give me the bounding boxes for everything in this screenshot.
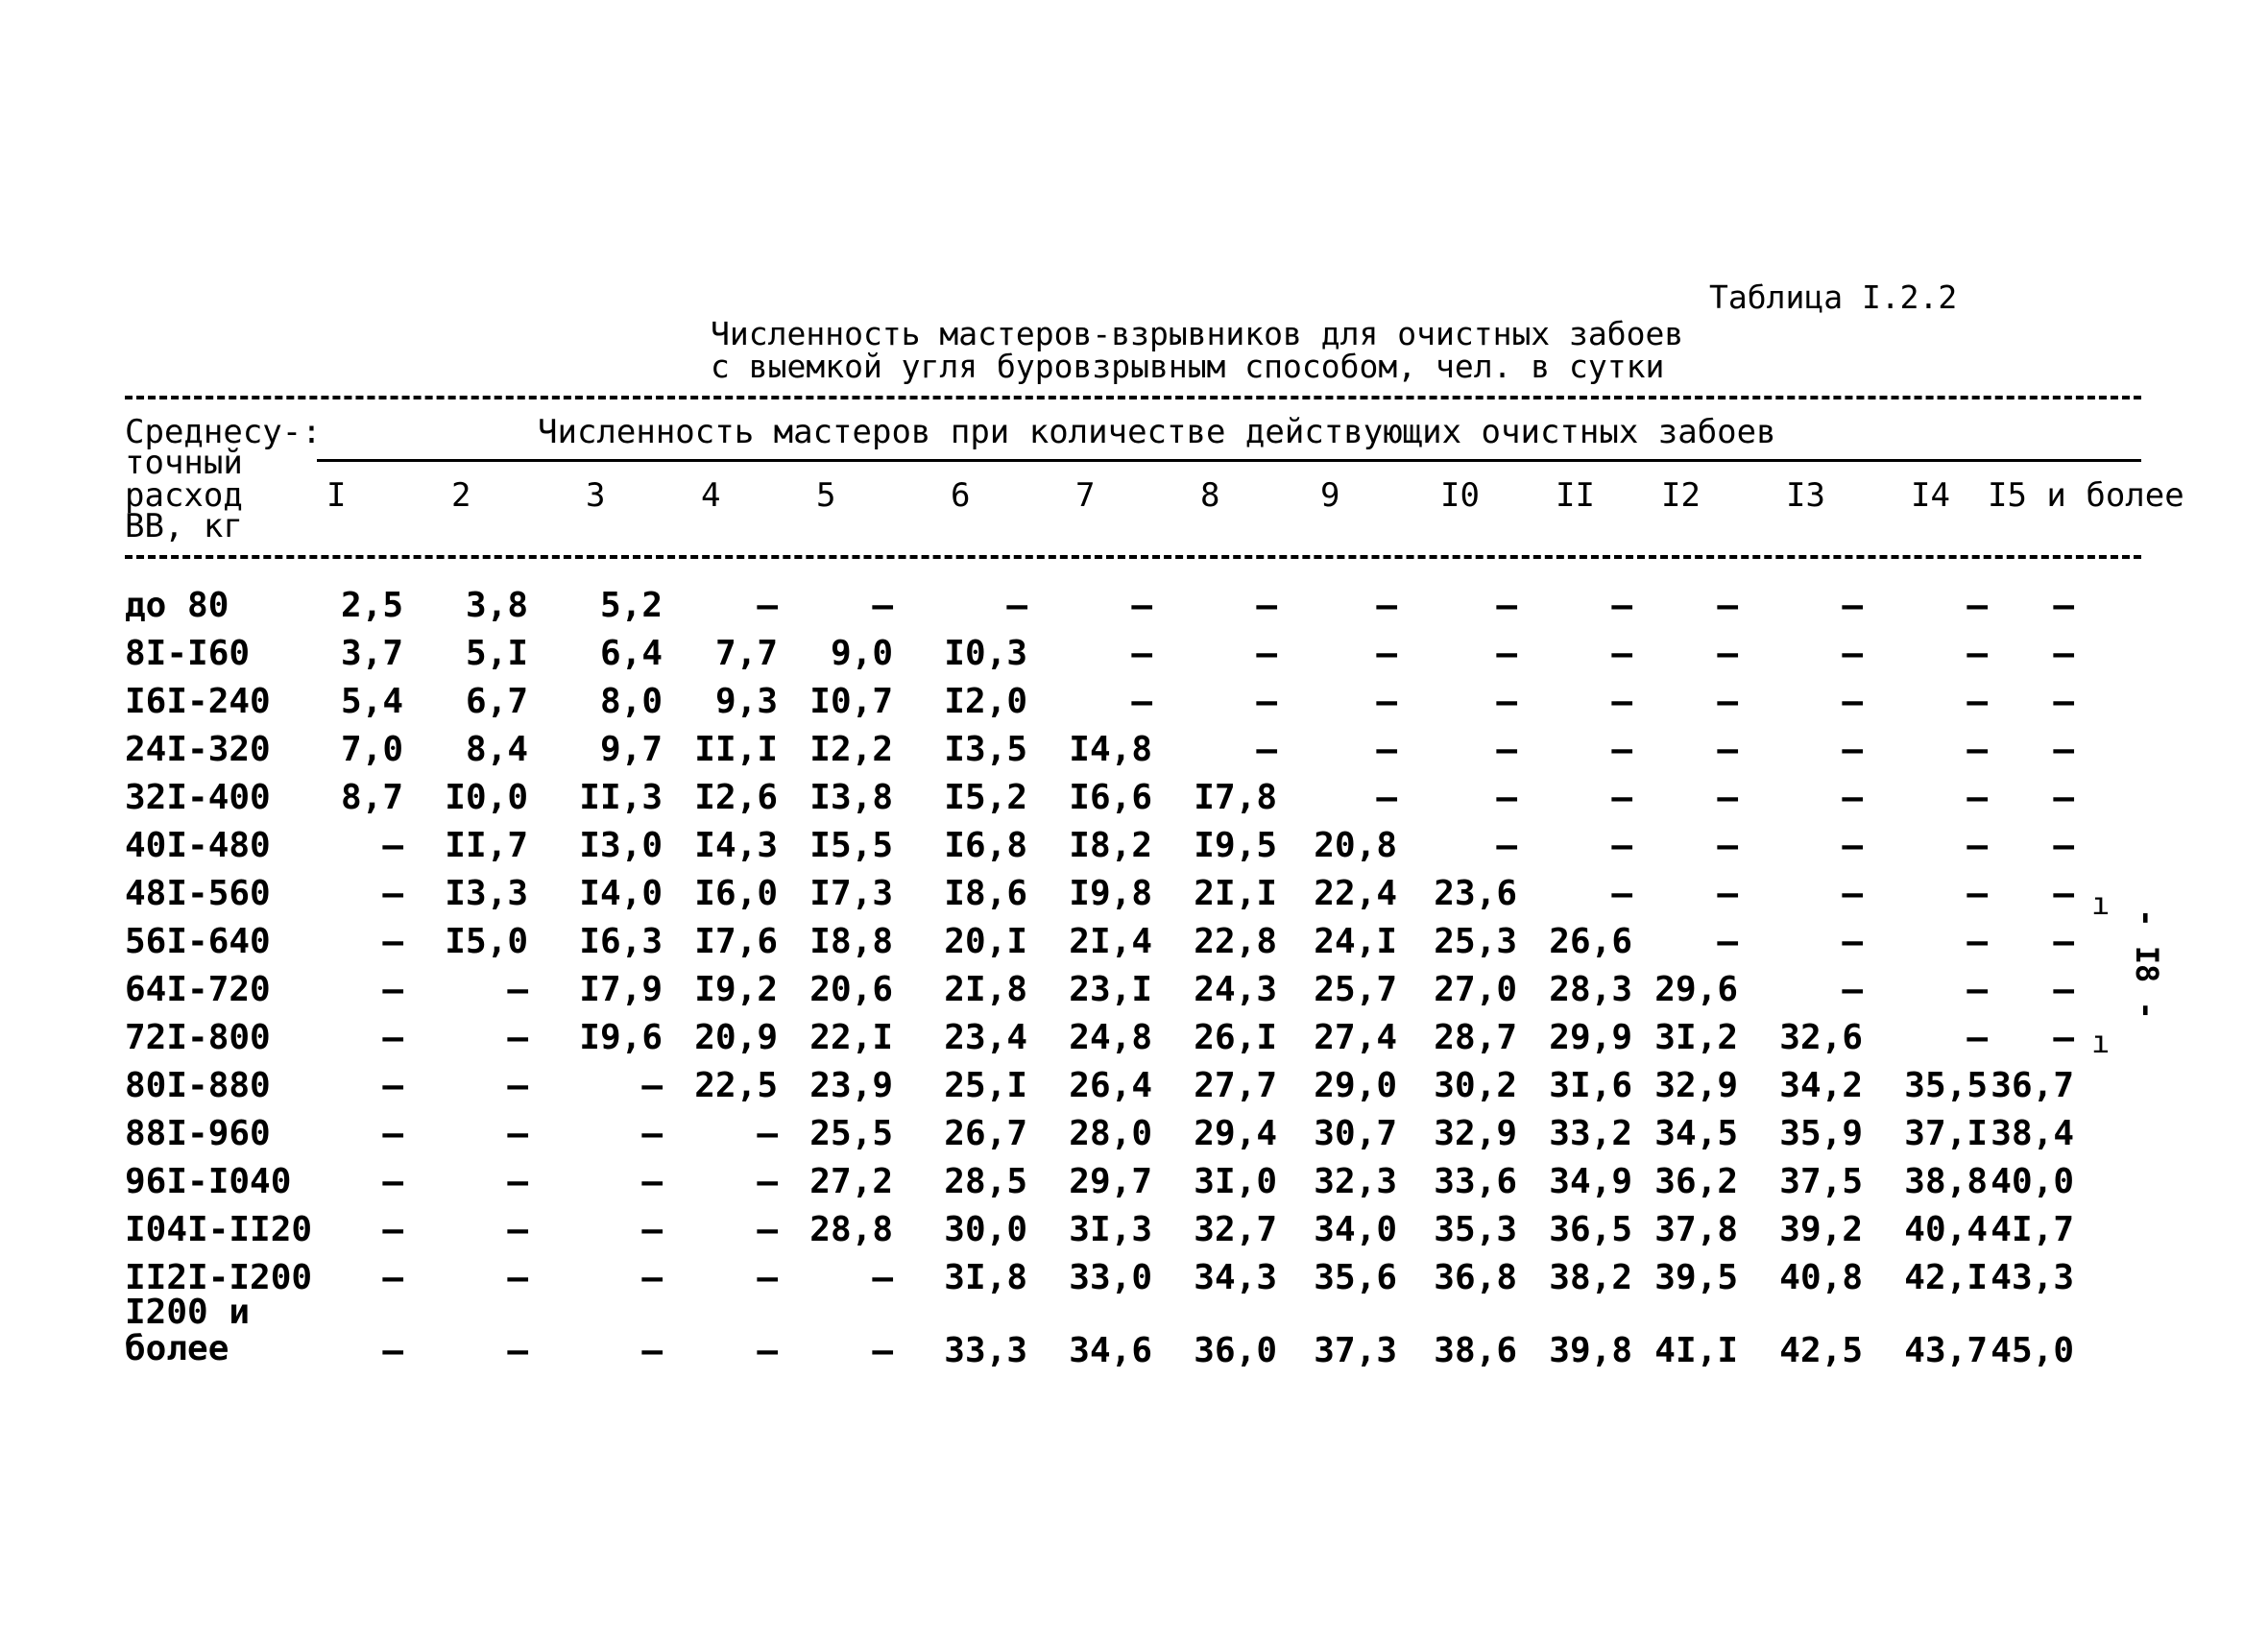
row-label: I200 и более [125, 1293, 251, 1368]
table-cell: 35,6 [1314, 1258, 1397, 1297]
table-cell: I6,0 [694, 874, 778, 913]
table-cell: I3,3 [445, 874, 528, 913]
table-cell: – [382, 826, 403, 865]
table-cell: – [1131, 634, 1152, 673]
table-cell: 3,7 [340, 634, 403, 673]
row-header-line-4: ВВ, кг [125, 507, 243, 545]
row-header-line-3: расход [125, 476, 243, 515]
column-header-7: 7 [1075, 476, 1096, 515]
table-cell: 30,0 [944, 1210, 1027, 1249]
table-cell: I8,2 [1069, 826, 1152, 865]
table-cell: I8,6 [944, 874, 1027, 913]
table-cell: 20,9 [694, 1018, 778, 1057]
table-cell: – [2053, 970, 2074, 1009]
table-cell: I6,3 [579, 922, 663, 961]
table-cell: 24,8 [1069, 1018, 1152, 1057]
page-number-dash-bottom: ı [2091, 1024, 2111, 1060]
table-cell: – [872, 1331, 893, 1370]
table-cell: 33,2 [1549, 1114, 1632, 1153]
column-header-8: 8 [1200, 476, 1220, 515]
page-number: - I8 - [2128, 908, 2165, 1020]
row-label: 72I-800 [125, 1018, 271, 1057]
table-cell: – [1966, 586, 1988, 625]
table-cell: – [641, 1162, 663, 1201]
table-cell: – [641, 1210, 663, 1249]
table-cell: – [1376, 730, 1397, 769]
table-cell: I9,5 [1194, 826, 1277, 865]
table-cell: – [641, 1066, 663, 1105]
table-cell: 3I,8 [944, 1258, 1027, 1297]
row-label: 80I-880 [125, 1066, 271, 1105]
table-cell: I2,6 [694, 778, 778, 817]
table-cell: 3I,2 [1654, 1018, 1738, 1057]
table-cell: II,3 [579, 778, 663, 817]
table-cell: 2I,I [1194, 874, 1277, 913]
table-cell: – [1842, 586, 1863, 625]
table-cell: 30,2 [1434, 1066, 1517, 1105]
table-cell: 7,7 [714, 634, 778, 673]
table-cell: – [1842, 970, 1863, 1009]
table-cell: 37,I [1904, 1114, 1988, 1153]
column-header-1: I [326, 476, 347, 515]
table-cell: 27,2 [809, 1162, 893, 1201]
table-cell: – [2053, 634, 2074, 673]
table-cell: I3,5 [944, 730, 1027, 769]
table-cell: 33,0 [1069, 1258, 1152, 1297]
table-cell: 34,9 [1549, 1162, 1632, 1201]
column-header-2: 2 [451, 476, 471, 515]
table-cell: 36,8 [1434, 1258, 1517, 1297]
table-cell: – [757, 1210, 778, 1249]
row-label: 56I-640 [125, 922, 271, 961]
table-cell: 9,0 [830, 634, 893, 673]
table-cell: – [1496, 682, 1517, 721]
table-cell: I5,0 [445, 922, 528, 961]
table-cell: – [1496, 730, 1517, 769]
table-cell: 38,2 [1549, 1258, 1632, 1297]
table-cell: 27,0 [1434, 970, 1517, 1009]
table-cell: – [1842, 922, 1863, 961]
table-cell: 6,4 [599, 634, 663, 673]
table-cell: 4I,I [1654, 1331, 1738, 1370]
table-cell: 36,2 [1654, 1162, 1738, 1201]
table-cell: – [1842, 874, 1863, 913]
table-cell: 25,7 [1314, 970, 1397, 1009]
table-cell: 36,0 [1194, 1331, 1277, 1370]
table-cell: I7,6 [694, 922, 778, 961]
table-cell: – [2053, 826, 2074, 865]
row-label: 96I-I040 [125, 1162, 292, 1201]
table-cell: 23,I [1069, 970, 1152, 1009]
table-cell: – [382, 1210, 403, 1249]
table-cell: 27,7 [1194, 1066, 1277, 1105]
table-cell: 9,3 [714, 682, 778, 721]
table-cell: – [1842, 682, 1863, 721]
table-cell: I5,2 [944, 778, 1027, 817]
page-number-dash-top: ı [2091, 885, 2111, 922]
table-cell: – [507, 1162, 528, 1201]
row-label: 88I-960 [125, 1114, 271, 1153]
table-cell: 20,8 [1314, 826, 1397, 865]
table-cell: – [1966, 922, 1988, 961]
table-cell: 36,7 [1991, 1066, 2074, 1105]
table-cell: 2,5 [340, 586, 403, 625]
table-cell: – [757, 1162, 778, 1201]
table-cell: – [1842, 826, 1863, 865]
table-number: Таблица I.2.2 [1709, 278, 1958, 316]
table-cell: 4I,7 [1991, 1210, 2074, 1249]
row-header-line-1: Среднесу-: [125, 413, 322, 451]
table-cell: II,I [694, 730, 778, 769]
table-cell: 40,8 [1779, 1258, 1863, 1297]
table-cell: – [1966, 778, 1988, 817]
table-cell: 28,5 [944, 1162, 1027, 1201]
table-cell: 42,5 [1779, 1331, 1863, 1370]
table-cell: 3,8 [465, 586, 528, 625]
row-label: II2I-I200 [125, 1258, 313, 1297]
table-cell: – [1842, 778, 1863, 817]
row-label: 40I-480 [125, 826, 271, 865]
table-cell: 2I,4 [1069, 922, 1152, 961]
table-cell: – [382, 970, 403, 1009]
table-cell: 39,2 [1779, 1210, 1863, 1249]
table-cell: I3,0 [579, 826, 663, 865]
table-cell: – [1717, 778, 1738, 817]
table-cell: – [1842, 730, 1863, 769]
table-cell: – [872, 586, 893, 625]
row-label: I6I-240 [125, 682, 271, 721]
table-cell: 38,4 [1991, 1114, 2074, 1153]
table-cell: 23,6 [1434, 874, 1517, 913]
column-header-10: I0 [1440, 476, 1480, 515]
table-cell: – [1496, 826, 1517, 865]
table-cell: – [641, 1258, 663, 1297]
table-cell: – [1717, 922, 1738, 961]
table-cell: – [2053, 778, 2074, 817]
table-cell: I9,2 [694, 970, 778, 1009]
table-cell: 35,3 [1434, 1210, 1517, 1249]
table-cell: 38,8 [1904, 1162, 1988, 1201]
table-cell: – [872, 1258, 893, 1297]
table-cell: – [1966, 730, 1988, 769]
table-cell: – [1611, 586, 1632, 625]
table-cell: – [1966, 1018, 1988, 1057]
table-cell: – [757, 1331, 778, 1370]
table-cell: 36,5 [1549, 1210, 1632, 1249]
table-cell: – [382, 1162, 403, 1201]
table-cell: – [1966, 970, 1988, 1009]
table-cell: – [507, 1018, 528, 1057]
table-cell: – [641, 1331, 663, 1370]
table-cell: 25,I [944, 1066, 1027, 1105]
table-cell: – [507, 1210, 528, 1249]
table-cell: I2,2 [809, 730, 893, 769]
table-cell: 29,0 [1314, 1066, 1397, 1105]
table-cell: – [2053, 682, 2074, 721]
table-cell: 20,6 [809, 970, 893, 1009]
table-cell: – [382, 874, 403, 913]
table-cell: 43,3 [1991, 1258, 2074, 1297]
table-cell: – [1717, 730, 1738, 769]
table-cell: 7,0 [340, 730, 403, 769]
table-cell: – [1256, 682, 1277, 721]
table-cell: I7,3 [809, 874, 893, 913]
table-cell: I3,8 [809, 778, 893, 817]
column-header-14: I4 [1911, 476, 1950, 515]
table-cell: 26,I [1194, 1018, 1277, 1057]
table-cell: 8,0 [599, 682, 663, 721]
table-title-line-2: с выемкой угля буровзрывным способом, чел. в сутки [711, 348, 1665, 385]
table-cell: 32,9 [1654, 1066, 1738, 1105]
table-cell: – [2053, 586, 2074, 625]
table-cell: 32,6 [1779, 1018, 1863, 1057]
table-cell: I2,0 [944, 682, 1027, 721]
table-cell: 32,9 [1434, 1114, 1517, 1153]
table-cell: 34,6 [1069, 1331, 1152, 1370]
row-header-line-2: точный [125, 444, 243, 482]
table-cell: 34,5 [1654, 1114, 1738, 1153]
table-cell: 45,0 [1991, 1331, 2074, 1370]
row-label: до 80 [125, 586, 229, 625]
table-cell: – [1376, 634, 1397, 673]
table-cell: 27,4 [1314, 1018, 1397, 1057]
table-cell: 26,7 [944, 1114, 1027, 1153]
table-cell: – [1611, 634, 1632, 673]
table-cell: I8,8 [809, 922, 893, 961]
table-cell: – [757, 586, 778, 625]
table-cell: – [1966, 874, 1988, 913]
table-cell: I4,0 [579, 874, 663, 913]
table-cell: – [1966, 826, 1988, 865]
table-cell: – [1717, 586, 1738, 625]
table-cell: 9,7 [599, 730, 663, 769]
table-cell: – [1611, 730, 1632, 769]
header-bottom-dashed-rule [125, 555, 2141, 559]
table-cell: – [1717, 826, 1738, 865]
column-header-3: 3 [586, 476, 606, 515]
table-cell: – [507, 1066, 528, 1105]
table-cell: – [1496, 586, 1517, 625]
table-cell: 37,5 [1779, 1162, 1863, 1201]
table-cell: 22,I [809, 1018, 893, 1057]
table-cell: 25,3 [1434, 922, 1517, 961]
table-cell: – [1376, 586, 1397, 625]
row-label: 64I-720 [125, 970, 271, 1009]
table-cell: – [1611, 682, 1632, 721]
table-cell: 35,9 [1779, 1114, 1863, 1153]
table-cell: – [382, 1258, 403, 1297]
table-cell: 42,I [1904, 1258, 1988, 1297]
table-cell: 38,6 [1434, 1331, 1517, 1370]
table-cell: – [2053, 874, 2074, 913]
row-label: I04I-II20 [125, 1210, 313, 1249]
table-cell: – [1717, 634, 1738, 673]
table-cell: 26,4 [1069, 1066, 1152, 1105]
table-cell: – [641, 1114, 663, 1153]
table-cell: 34,3 [1194, 1258, 1277, 1297]
table-cell: – [1966, 682, 1988, 721]
table-cell: 28,7 [1434, 1018, 1517, 1057]
table-cell: I7,8 [1194, 778, 1277, 817]
table-cell: – [1611, 778, 1632, 817]
row-label: 24I-320 [125, 730, 271, 769]
table-cell: 29,6 [1654, 970, 1738, 1009]
table-cell: – [757, 1258, 778, 1297]
table-cell: – [1256, 730, 1277, 769]
table-cell: – [1376, 682, 1397, 721]
table-cell: – [1611, 826, 1632, 865]
table-cell: – [507, 1258, 528, 1297]
table-cell: – [757, 1114, 778, 1153]
table-cell: 3I,0 [1194, 1162, 1277, 1201]
table-cell: 28,8 [809, 1210, 893, 1249]
table-cell: I0,0 [445, 778, 528, 817]
table-cell: – [2053, 730, 2074, 769]
table-cell: – [1256, 634, 1277, 673]
table-cell: – [1006, 586, 1027, 625]
table-cell: – [507, 1331, 528, 1370]
table-cell: 32,3 [1314, 1162, 1397, 1201]
table-cell: – [507, 970, 528, 1009]
table-cell: I9,6 [579, 1018, 663, 1057]
table-cell: 29,9 [1549, 1018, 1632, 1057]
table-cell: 23,9 [809, 1066, 893, 1105]
top-dashed-rule [125, 396, 2141, 399]
table-cell: 33,3 [944, 1331, 1027, 1370]
table-cell: – [2053, 1018, 2074, 1057]
table-cell: I5,5 [809, 826, 893, 865]
table-cell: – [1131, 586, 1152, 625]
table-cell: I0,7 [809, 682, 893, 721]
table-cell: – [1496, 778, 1517, 817]
table-cell: – [1256, 586, 1277, 625]
table-cell: 29,4 [1194, 1114, 1277, 1153]
table-cell: 8,4 [465, 730, 528, 769]
table-cell: 22,4 [1314, 874, 1397, 913]
table-cell: 40,4 [1904, 1210, 1988, 1249]
table-cell: 3I,3 [1069, 1210, 1152, 1249]
table-cell: I6,6 [1069, 778, 1152, 817]
table-cell: 43,7 [1904, 1331, 1988, 1370]
table-cell: – [382, 1018, 403, 1057]
table-cell: 30,7 [1314, 1114, 1397, 1153]
table-cell: – [382, 1066, 403, 1105]
table-cell: 22,8 [1194, 922, 1277, 961]
row-label: 32I-400 [125, 778, 271, 817]
table-cell: I7,9 [579, 970, 663, 1009]
row-label: 8I-I60 [125, 634, 251, 673]
column-header-9: 9 [1320, 476, 1340, 515]
table-cell: 28,3 [1549, 970, 1632, 1009]
table-cell: – [382, 1331, 403, 1370]
row-label: 48I-560 [125, 874, 271, 913]
column-header-13: I3 [1786, 476, 1825, 515]
table-cell: 6,7 [465, 682, 528, 721]
table-cell: – [2053, 922, 2074, 961]
table-cell: 39,8 [1549, 1331, 1632, 1370]
table-cell: 28,0 [1069, 1114, 1152, 1153]
table-cell: 25,5 [809, 1114, 893, 1153]
table-cell: 33,6 [1434, 1162, 1517, 1201]
table-cell: 32,7 [1194, 1210, 1277, 1249]
column-header-15: I5 и более [1988, 476, 2184, 515]
column-header-12: I2 [1661, 476, 1701, 515]
table-cell: 26,6 [1549, 922, 1632, 961]
table-cell: – [1966, 634, 1988, 673]
table-cell: 23,4 [944, 1018, 1027, 1057]
table-cell: 5,4 [340, 682, 403, 721]
table-cell: II,7 [445, 826, 528, 865]
table-cell: 8,7 [340, 778, 403, 817]
table-cell: – [1717, 874, 1738, 913]
table-cell: – [382, 1114, 403, 1153]
table-cell: 37,3 [1314, 1331, 1397, 1370]
table-cell: 20,I [944, 922, 1027, 961]
table-cell: I9,8 [1069, 874, 1152, 913]
table-cell: I4,8 [1069, 730, 1152, 769]
table-cell: – [382, 922, 403, 961]
table-cell: – [1376, 778, 1397, 817]
table-cell: 3I,6 [1549, 1066, 1632, 1105]
table-cell: 24,3 [1194, 970, 1277, 1009]
table-cell: 35,5 [1904, 1066, 1988, 1105]
table-cell: 39,5 [1654, 1258, 1738, 1297]
column-header-5: 5 [816, 476, 836, 515]
table-cell: 5,2 [599, 586, 663, 625]
table-cell: 2I,8 [944, 970, 1027, 1009]
table-cell: I0,3 [944, 634, 1027, 673]
column-header-11: II [1556, 476, 1595, 515]
table-cell: 37,8 [1654, 1210, 1738, 1249]
table-cell: 29,7 [1069, 1162, 1152, 1201]
table-cell: – [1611, 874, 1632, 913]
table-cell: 5,I [465, 634, 528, 673]
table-cell: – [1496, 634, 1517, 673]
table-cell: – [1717, 682, 1738, 721]
table-cell: 22,5 [694, 1066, 778, 1105]
table-cell: – [1131, 682, 1152, 721]
table-cell: I4,3 [694, 826, 778, 865]
table-cell: – [1842, 634, 1863, 673]
table-title-line-1: Численность мастеров-взрывников для очистных забоев [711, 315, 1684, 352]
table-cell: 34,0 [1314, 1210, 1397, 1249]
group-header-rule [317, 459, 2141, 462]
group-header: Численность мастеров при количестве действующих очистных забоев [538, 413, 1776, 451]
table-cell: 34,2 [1779, 1066, 1863, 1105]
table-cell: – [507, 1114, 528, 1153]
table-cell: 24,I [1314, 922, 1397, 961]
column-header-6: 6 [951, 476, 971, 515]
column-header-4: 4 [701, 476, 721, 515]
table-cell: I6,8 [944, 826, 1027, 865]
table-cell: 40,0 [1991, 1162, 2074, 1201]
